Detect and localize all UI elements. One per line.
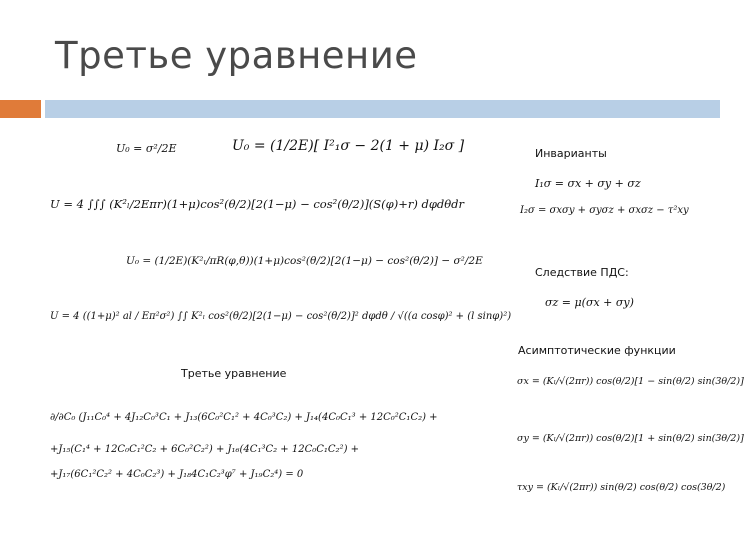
- label-asymptotic: Асимптотические функции: [518, 344, 676, 357]
- equation-third-line-1: ∂/∂C₀ (J₁₁C₀⁴ + 4J₁₂C₀³C₁ + J₁₃(6C₀²C₁² + 4C₀³C₂) + J₁₄(4C₀C₁³ + 12C₀²C₁C₂) +: [50, 412, 438, 423]
- equation-u-double-integral: U = 4 ((1+μ)² al / Eπ²σ²) ∫∫ K²ₗ cos²(θ/2)[2(1−μ) − cos²(θ/2)]² dφdθ / √((a cosφ)² + (l sinφ)²): [50, 311, 512, 322]
- equation-i2: I₂σ = σxσy + σyσz + σxσz − τ²xy: [520, 205, 689, 216]
- equation-i1: I₁σ = σx + σy + σz: [535, 177, 641, 190]
- equation-u-triple-integral: U = 4 ∫∫∫ (K²ₗ/2Eπr)(1+μ)cos²(θ/2)[2(1−μ) − cos²(θ/2)](S(φ)+r) dφdθdr: [50, 197, 465, 211]
- label-invariants: Инварианты: [535, 147, 607, 160]
- accent-bar-orange: [0, 100, 41, 118]
- equation-sigma-y: σy = (Kₗ/√(2πr)) cos(θ/2)[1 + sin(θ/2) sin(3θ/2)]: [517, 433, 744, 444]
- equation-u0-full: U₀ = (1/2E)(K²ₗ/πR(φ,θ))(1+μ)cos²(θ/2)[2(1−μ) − cos²(θ/2)] − σ²/2E: [126, 255, 483, 267]
- equation-tau-xy: τxy = (Kₗ/√(2πr)) sin(θ/2) cos(θ/2) cos(3θ/2): [517, 482, 726, 493]
- label-third-equation: Третье уравнение: [181, 367, 287, 380]
- equation-third-line-2: +J₁₅(C₁⁴ + 12C₀C₁²C₂ + 6C₀²C₂²) + J₁₆(4C₁³C₂ + 12C₀C₁C₂²) +: [50, 444, 360, 455]
- equation-third-line-3: +J₁₇(6C₁²C₂² + 4C₀C₂³) + J₁₈4C₁C₂³φ⁷ + J₁₉C₂⁴) = 0: [50, 469, 304, 480]
- accent-bar-blue: [45, 100, 720, 118]
- label-consequence: Следствие ПДС:: [535, 266, 629, 279]
- equation-u0-invariants: U₀ = (1/2E)[ I²₁σ − 2(1 + μ) I₂σ ]: [232, 138, 465, 154]
- equation-sigma-x: σx = (Kₗ/√(2πr)) cos(θ/2)[1 − sin(θ/2) sin(3θ/2)]: [517, 376, 744, 387]
- equation-u0-simple: U₀ = σ²/2E: [116, 142, 177, 155]
- equation-sigma-z: σz = μ(σx + σy): [545, 296, 634, 309]
- slide-title: Третье уравнение: [55, 34, 418, 77]
